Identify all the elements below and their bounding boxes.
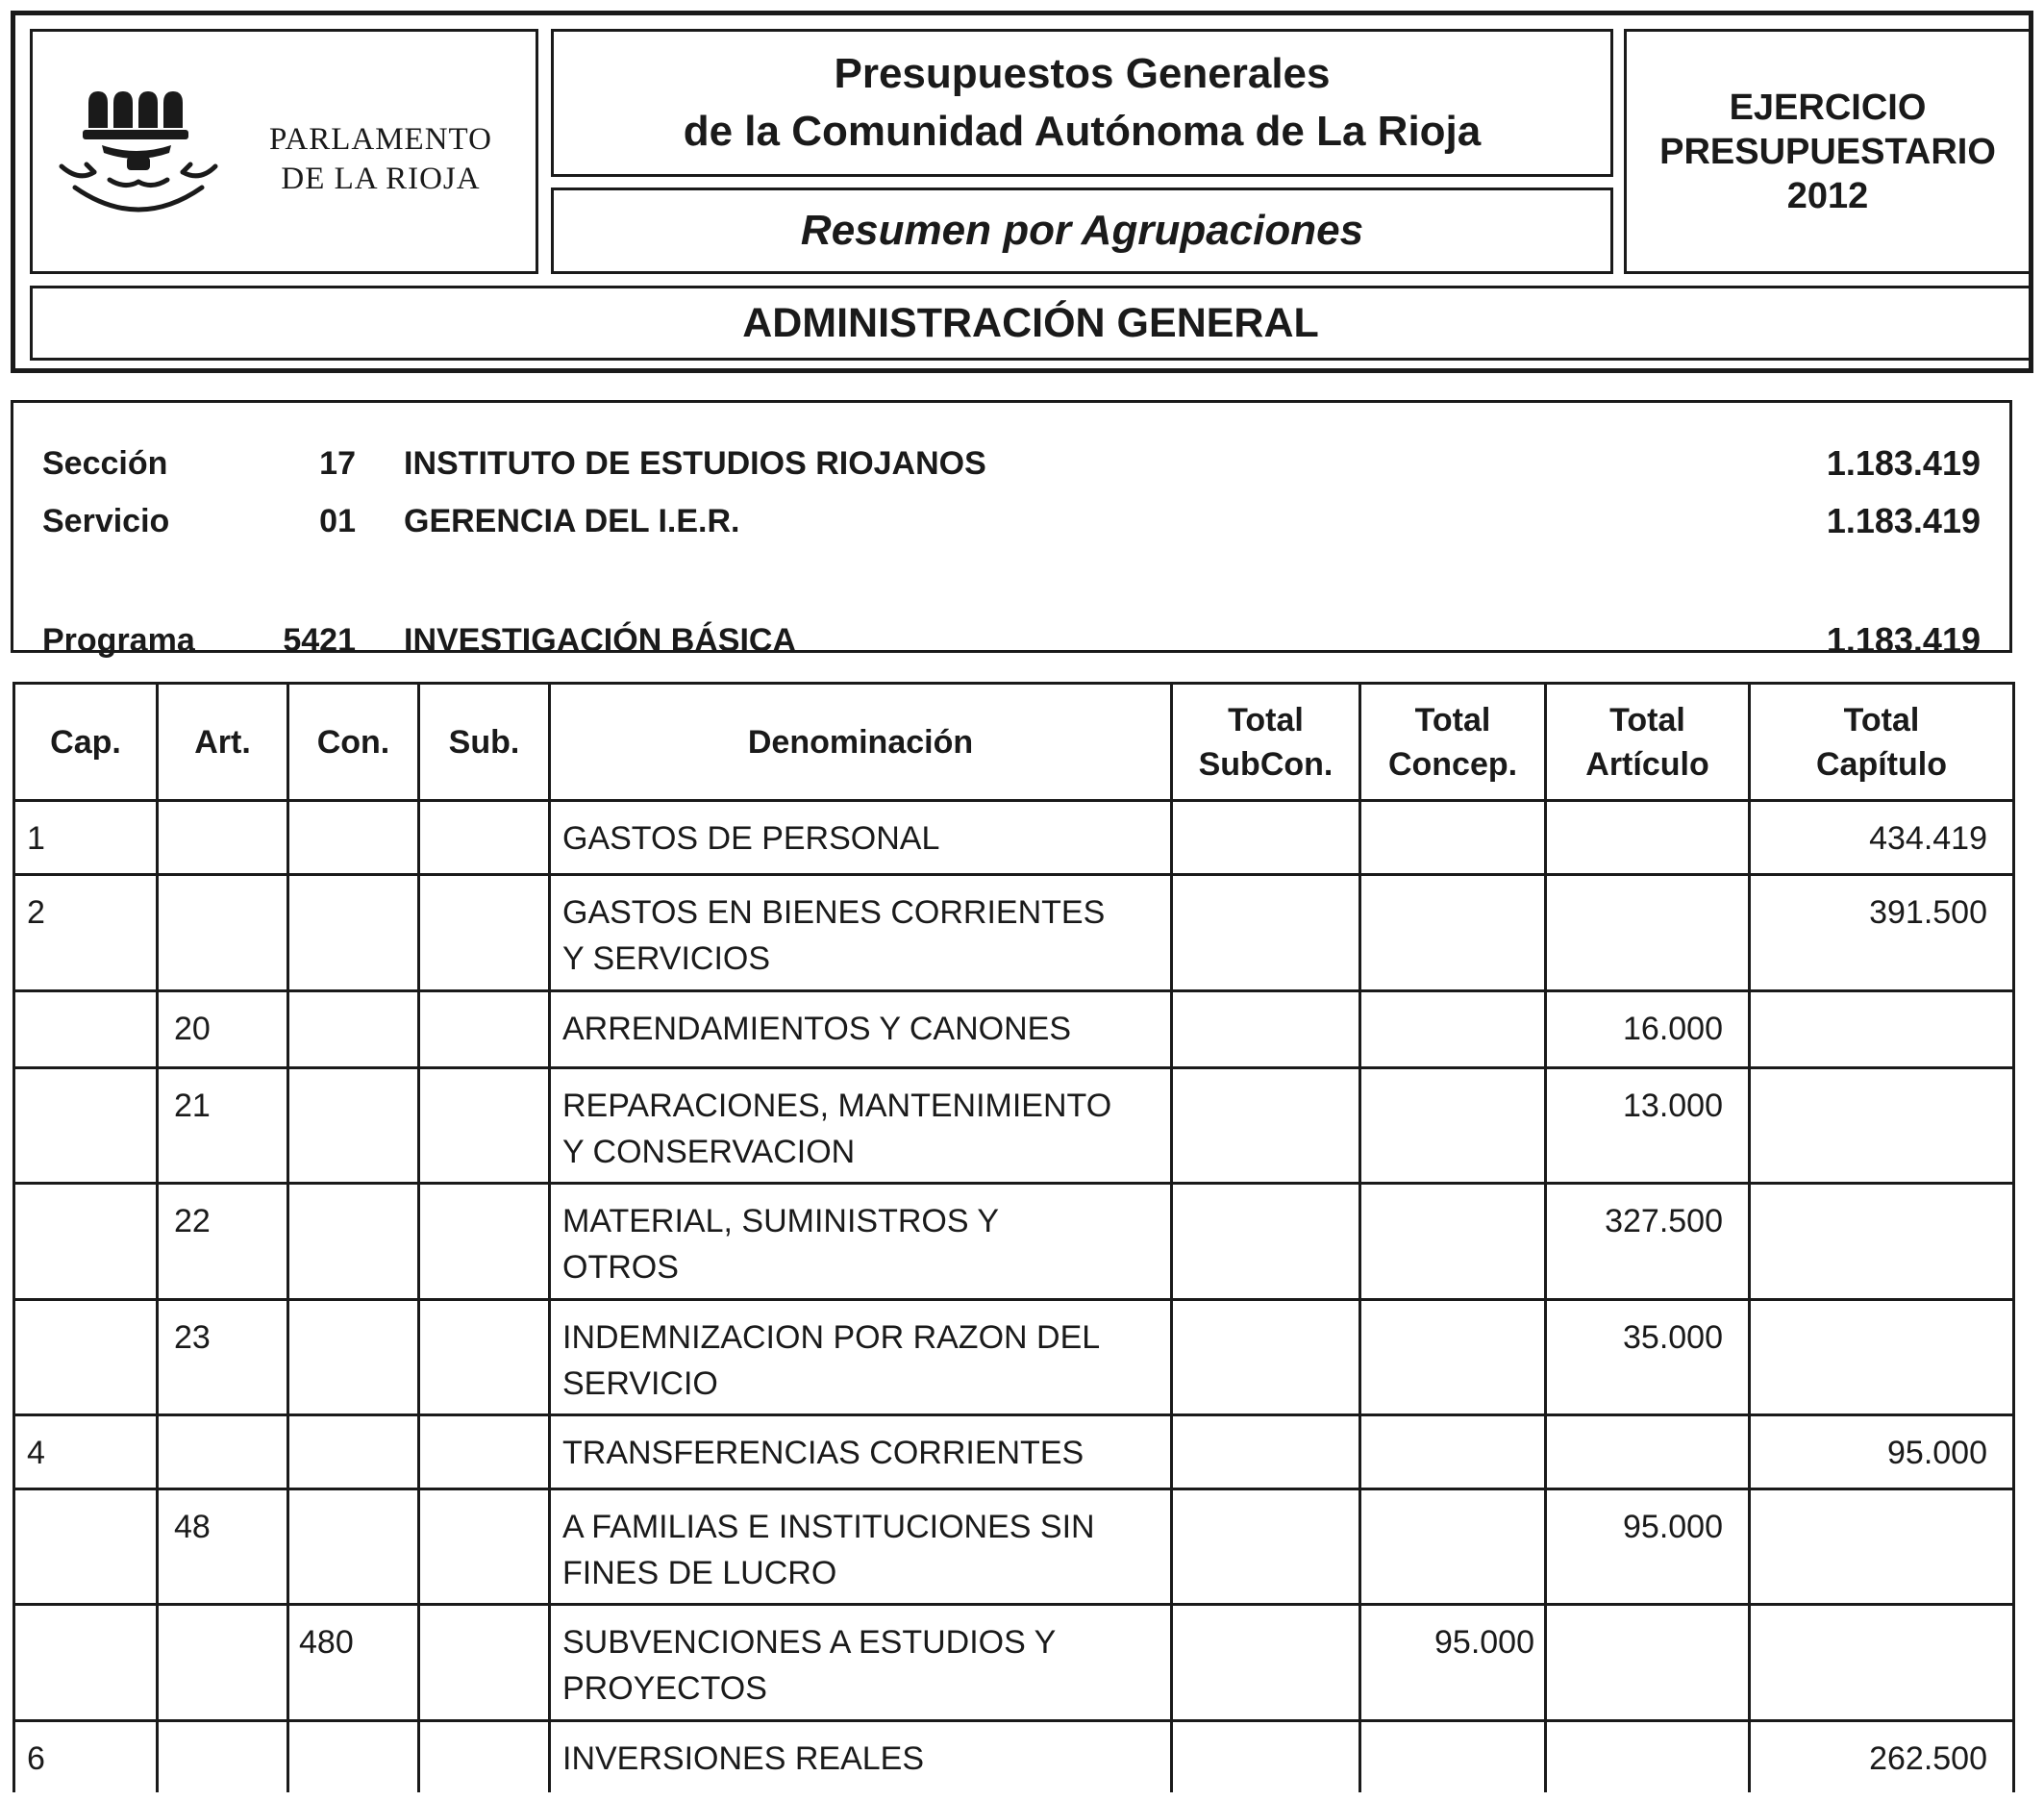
cell-total-capitulo: 434.419 <box>1750 801 2014 875</box>
cell-total-articulo: 35.000 <box>1546 1300 1750 1415</box>
header-line: Concep. <box>1387 745 1518 783</box>
cell-total-capitulo <box>1750 1068 2014 1184</box>
organization-name-line2: DE LA RIOJA <box>281 162 481 196</box>
cell-cap: 4 <box>14 1415 158 1489</box>
cell-cap: 6 <box>14 1721 158 1792</box>
denominacion-line: A FAMILIAS E INSTITUCIONES SIN <box>562 1509 1095 1545</box>
cell-total-articulo <box>1546 801 1750 875</box>
cell-cap <box>14 1184 158 1300</box>
cell-sub <box>419 1605 550 1721</box>
cell-sub <box>419 801 550 875</box>
document-title-line2: de la Comunidad Autónoma de La Rioja <box>683 108 1482 155</box>
area-title: ADMINISTRACIÓN GENERAL <box>742 299 1319 346</box>
servicio-label: Servicio <box>42 503 170 539</box>
cell-total-capitulo <box>1750 1605 2014 1721</box>
cell-con <box>288 1489 419 1605</box>
cell-total-concep <box>1360 875 1546 991</box>
section-info-box <box>11 400 2012 660</box>
denominacion-line: MATERIAL, SUMINISTROS Y <box>562 1203 1000 1239</box>
fiscal-year: 2012 <box>1786 175 1869 216</box>
cell-total-articulo <box>1546 1605 1750 1721</box>
cell-total-capitulo: 262.500 <box>1750 1721 2014 1792</box>
cell-art: 21 <box>158 1068 288 1184</box>
programa-code: 5421 <box>283 622 356 659</box>
cell-cap <box>14 1068 158 1184</box>
cell-denominacion <box>550 875 1172 991</box>
cell-sub <box>419 1068 550 1184</box>
cell-denominacion <box>550 1605 1172 1721</box>
logo-box <box>30 29 538 274</box>
document-title-line1: Presupuestos Generales <box>834 50 1331 97</box>
table-header-row <box>14 684 2014 801</box>
document-subtitle: Resumen por Agrupaciones <box>800 207 1364 254</box>
cell-total-concep <box>1360 1721 1546 1792</box>
cell-total-subcon <box>1172 1068 1360 1184</box>
denominacion-line: GASTOS DE PERSONAL <box>562 820 940 857</box>
header-line: SubCon. <box>1198 745 1334 783</box>
denominacion-line: Y CONSERVACION <box>562 1134 856 1170</box>
cell-total-articulo: 13.000 <box>1546 1068 1750 1184</box>
header-line: Total <box>1228 701 1304 738</box>
title-box <box>551 29 1613 177</box>
cell-con <box>288 875 419 991</box>
header-line: Artículo <box>1585 745 1709 783</box>
denominacion-line: SUBVENCIONES A ESTUDIOS Y <box>562 1624 1057 1661</box>
organization-name-line1: PARLAMENTO <box>269 122 492 157</box>
cell-sub <box>419 1184 550 1300</box>
denominacion-line: FINES DE LUCRO <box>562 1555 837 1591</box>
subtitle-box <box>551 188 1613 274</box>
cell-denominacion <box>550 1489 1172 1605</box>
cell-denominacion <box>550 801 1172 875</box>
cell-total-articulo <box>1546 875 1750 991</box>
cell-sub <box>419 1721 550 1792</box>
table-row <box>14 1068 2014 1184</box>
cell-cap: 2 <box>14 875 158 991</box>
cell-con <box>288 1721 419 1792</box>
cell-con: 480 <box>288 1605 419 1721</box>
header-line: Total <box>1843 701 1920 738</box>
column-header-con: Con. <box>288 684 419 801</box>
seccion-name: INSTITUTO DE ESTUDIOS RIOJANOS <box>404 445 986 482</box>
cell-total-subcon <box>1172 875 1360 991</box>
cell-art: 23 <box>158 1300 288 1415</box>
cell-sub <box>419 875 550 991</box>
programa-name: INVESTIGACIÓN BÁSICA <box>404 622 797 659</box>
cell-con <box>288 991 419 1068</box>
table-row <box>14 1184 2014 1300</box>
cell-total-concep <box>1360 1489 1546 1605</box>
cell-art <box>158 1415 288 1489</box>
servicio-row <box>13 497 2009 545</box>
header-line: Total <box>1609 701 1685 738</box>
cell-art <box>158 1605 288 1721</box>
cell-sub <box>419 1415 550 1489</box>
cell-total-subcon <box>1172 1721 1360 1792</box>
table-row <box>14 1300 2014 1415</box>
programa-label: Programa <box>42 622 195 659</box>
cell-total-articulo <box>1546 1415 1750 1489</box>
column-header-total-capitulo <box>1750 684 2014 801</box>
cell-cap <box>14 1300 158 1415</box>
cell-total-articulo <box>1546 1721 1750 1792</box>
table-row <box>14 1605 2014 1721</box>
cell-sub <box>419 1489 550 1605</box>
cell-denominacion <box>550 991 1172 1068</box>
cell-total-subcon <box>1172 1415 1360 1489</box>
denominacion-line: SERVICIO <box>562 1365 718 1402</box>
table-row <box>14 801 2014 875</box>
table-row <box>14 1489 2014 1605</box>
denominacion-line: INDEMNIZACION POR RAZON DEL <box>562 1319 1101 1356</box>
cell-total-capitulo <box>1750 1184 2014 1300</box>
programa-amount: 1.183.419 <box>1826 620 1981 660</box>
cell-denominacion <box>550 1721 1172 1792</box>
table-row <box>14 991 2014 1068</box>
servicio-amount: 1.183.419 <box>1826 501 1981 540</box>
seccion-label: Sección <box>42 445 168 482</box>
cell-denominacion <box>550 1184 1172 1300</box>
servicio-code: 01 <box>319 503 356 539</box>
cell-cap <box>14 1605 158 1721</box>
cell-total-subcon <box>1172 1605 1360 1721</box>
cell-sub <box>419 991 550 1068</box>
column-header-total-concep <box>1360 684 1546 801</box>
table-row <box>14 875 2014 991</box>
fiscal-year-box <box>1624 29 2032 274</box>
cell-total-articulo: 16.000 <box>1546 991 1750 1068</box>
cell-total-capitulo: 95.000 <box>1750 1415 2014 1489</box>
cell-con <box>288 1415 419 1489</box>
column-header-art: Art. <box>158 684 288 801</box>
seccion-code: 17 <box>319 445 356 482</box>
denominacion-line: GASTOS EN BIENES CORRIENTES <box>562 894 1106 931</box>
cell-con <box>288 1068 419 1184</box>
cell-total-concep <box>1360 1184 1546 1300</box>
cell-art: 20 <box>158 991 288 1068</box>
column-header-sub: Sub. <box>419 684 550 801</box>
cell-total-concep <box>1360 801 1546 875</box>
cell-total-capitulo <box>1750 991 2014 1068</box>
denominacion-line: Y SERVICIOS <box>562 940 771 977</box>
cell-art: 22 <box>158 1184 288 1300</box>
column-header-total-articulo <box>1546 684 1750 801</box>
organization-name <box>237 120 525 199</box>
servicio-name: GERENCIA DEL I.E.R. <box>404 503 740 539</box>
denominacion-line: REPARACIONES, MANTENIMIENTO <box>562 1088 1112 1124</box>
column-header-cap: Cap. <box>14 684 158 801</box>
cell-total-concep <box>1360 1068 1546 1184</box>
cell-art: 48 <box>158 1489 288 1605</box>
fiscal-label-line1: EJERCICIO <box>1729 87 1927 128</box>
cell-cap <box>14 1489 158 1605</box>
denominacion-line: ARRENDAMIENTOS Y CANONES <box>562 1011 1072 1047</box>
seccion-amount: 1.183.419 <box>1826 443 1981 483</box>
table-row <box>14 1415 2014 1489</box>
cell-denominacion <box>550 1068 1172 1184</box>
seccion-row <box>13 439 2009 488</box>
document-header <box>11 11 2033 373</box>
cell-art <box>158 875 288 991</box>
column-header-total-subcon <box>1172 684 1360 801</box>
cell-total-concep: 95.000 <box>1360 1605 1546 1721</box>
cell-total-subcon <box>1172 801 1360 875</box>
column-header-denominacion: Denominación <box>550 684 1172 801</box>
denominacion-line: PROYECTOS <box>562 1670 767 1707</box>
parliament-emblem-icon <box>50 88 233 222</box>
cell-total-capitulo: 391.500 <box>1750 875 2014 991</box>
denominacion-line: TRANSFERENCIAS CORRIENTES <box>562 1435 1084 1471</box>
cell-total-concep <box>1360 991 1546 1068</box>
cell-total-subcon <box>1172 1489 1360 1605</box>
budget-table <box>12 682 2015 1792</box>
cell-denominacion <box>550 1300 1172 1415</box>
cell-total-concep <box>1360 1300 1546 1415</box>
cell-total-capitulo <box>1750 1300 2014 1415</box>
cell-con <box>288 1184 419 1300</box>
header-line: Capítulo <box>1816 745 1947 783</box>
cell-sub <box>419 1300 550 1415</box>
cell-con <box>288 1300 419 1415</box>
fiscal-label-line2: PRESUPUESTARIO <box>1659 131 1996 172</box>
cell-cap: 1 <box>14 801 158 875</box>
denominacion-line: OTROS <box>562 1249 679 1286</box>
table-row <box>14 1721 2014 1792</box>
cell-cap <box>14 991 158 1068</box>
cell-total-articulo: 95.000 <box>1546 1489 1750 1605</box>
cell-art <box>158 1721 288 1792</box>
cell-denominacion <box>550 1415 1172 1489</box>
cell-total-subcon <box>1172 991 1360 1068</box>
header-line: Total <box>1414 701 1491 738</box>
cell-total-concep <box>1360 1415 1546 1489</box>
cell-total-capitulo <box>1750 1489 2014 1605</box>
cell-art <box>158 801 288 875</box>
denominacion-line: INVERSIONES REALES <box>562 1740 925 1777</box>
cell-total-articulo: 327.500 <box>1546 1184 1750 1300</box>
cell-total-subcon <box>1172 1300 1360 1415</box>
area-title-box <box>30 286 2032 361</box>
cell-con <box>288 801 419 875</box>
programa-row <box>13 616 2009 664</box>
cell-total-subcon <box>1172 1184 1360 1300</box>
